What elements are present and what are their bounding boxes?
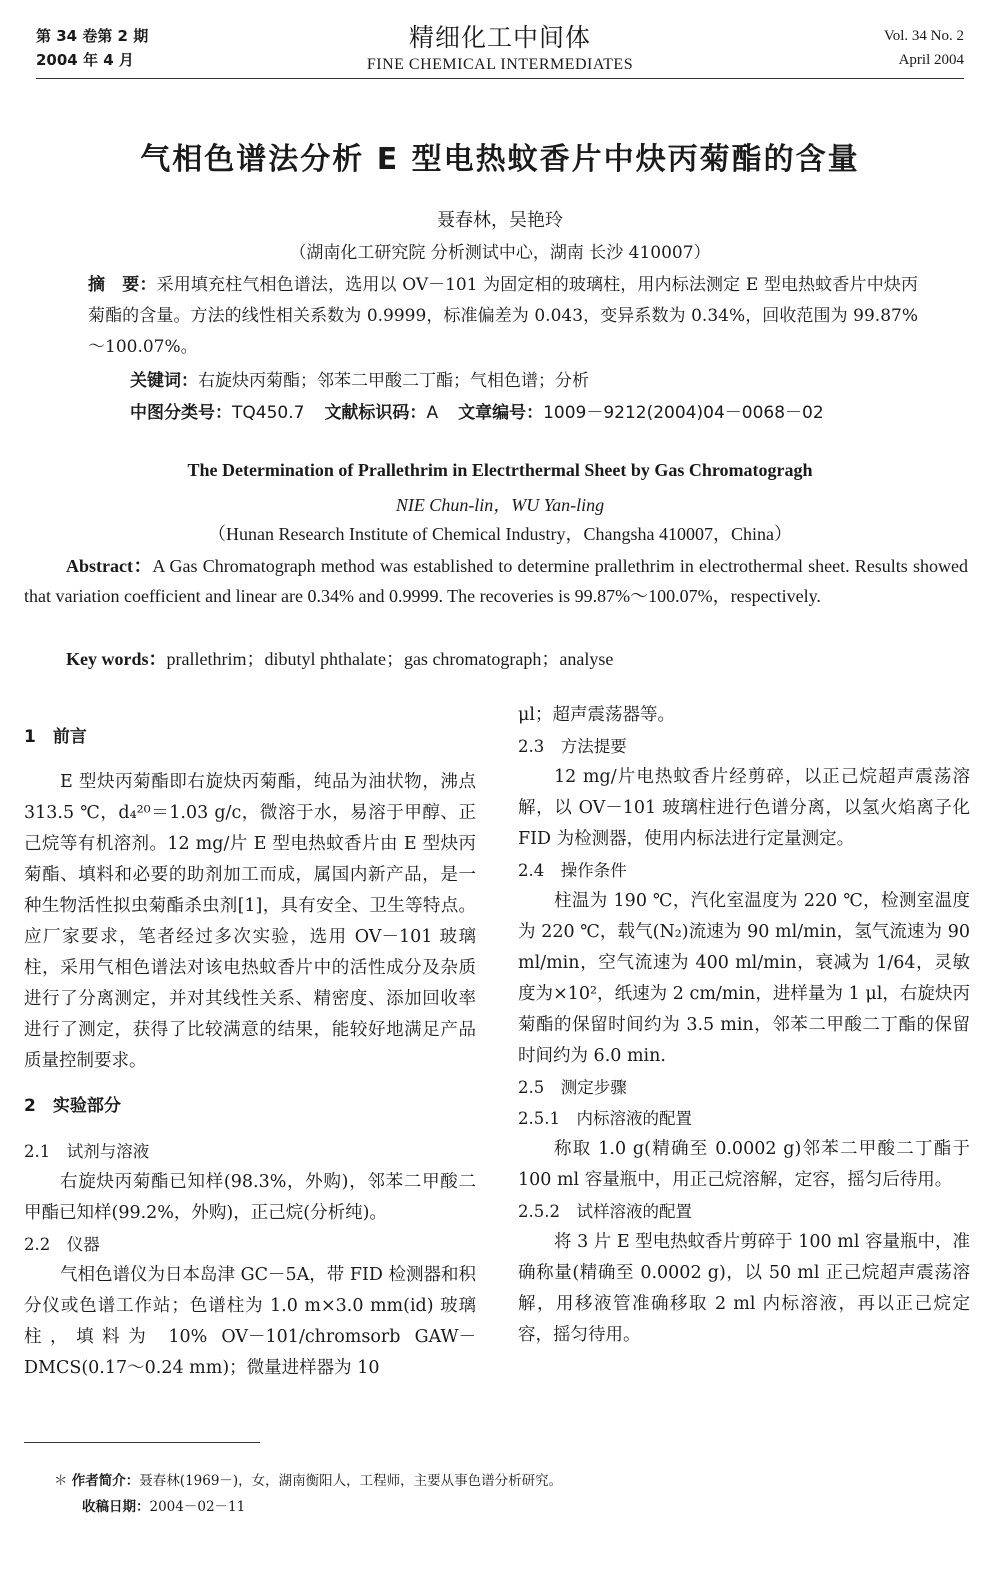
header-rule (36, 78, 964, 79)
journal-issue-en (884, 24, 964, 72)
section-2-5-2-heading: 2.5.2 试样溶液的配置 (518, 1202, 692, 1221)
keywords-cn (130, 366, 589, 391)
abstract-cn (88, 270, 918, 363)
section-2-5-1-heading: 2.5.1 内标溶液的配置 (518, 1109, 692, 1128)
journal-name-cn: 精细化工中间体 (408, 23, 591, 52)
article-number-value: 1009－9212(2004)04－0068－02 (543, 403, 824, 423)
keywords-en-label: Key words： (66, 649, 167, 669)
author-bio-text: 聂春林(1969－)，女，湖南衡阳人，工程师，主要从事色谱分析研究。 (139, 1473, 563, 1489)
abstract-cn-label: 摘 要： (88, 275, 157, 295)
section-2-5-heading: 2.5 测定步骤 (518, 1078, 627, 1097)
author-bio-label: 作者简介： (71, 1473, 140, 1489)
section-2-1-paragraph: 右旋炔丙菊酯已知样(98.3%，外购)，邻苯二甲酸二甲酯已知样(99.2%，外购)，正己烷(分析纯)。 (24, 1172, 476, 1223)
keywords-en-text: prallethrim；dibutyl phthalate；gas chromatograph；analyse (166, 649, 614, 669)
received-date-value: 2004－02－11 (149, 1499, 246, 1515)
clc-value: TQ450.7 (232, 403, 305, 423)
abstract-en-text: A Gas Chromatograph method was established to determine prallethrim in electrothermal sheet. Results showed that variation coefficient and linear are 0.34% and 0.9999. The recoveries is 99.87%～100.07%，respectively. (24, 556, 968, 606)
body-left-column (24, 716, 476, 1384)
keywords-cn-label: 关键词： (130, 371, 198, 391)
affiliation-cn: （湖南化工研究院 分析测试中心，湖南 长沙 410007） (289, 243, 711, 263)
received-date (54, 1494, 562, 1520)
section-2-3-heading: 2.3 方法提要 (518, 737, 627, 756)
section-2-2-heading: 2.2 仪器 (24, 1235, 100, 1254)
journal-name-en: FINE CHEMICAL INTERMEDIATES (366, 56, 634, 73)
section-2-3-paragraph: 12 mg/片电热蚊香片经剪碎，以正己烷超声震荡溶解，以 OV－101 玻璃柱进行色谱分离，以氢火焰离子化 FID 为检测器，使用内标法进行定量测定。 (518, 767, 970, 849)
paper-title-cn: 气相色谱法分析 E 型电热蚊香片中炔丙菊酯的含量 (140, 142, 860, 177)
section-2-heading: 2 实验部分 (24, 1096, 121, 1116)
issue-date: 2004 年 4 月 (36, 51, 134, 69)
keywords-cn-text: 右旋炔丙菊酯；邻苯二甲酸二丁酯；气相色谱；分析 (198, 371, 589, 391)
paper-title-en: The Determination of Prallethrim in Electrthermal Sheet by Gas Chromatogragh (187, 460, 813, 480)
section-1-paragraph: E 型炔丙菊酯即右旋炔丙菊酯，纯品为油状物，沸点 313.5 ℃，d₄²⁰＝1.03 g/c，微溶于水，易溶于甲醇、正己烷等有机溶剂。12 mg/片 E 型电热蚊香片由 E 型炔丙菊酯、填料和必要的助剂加工而成，属国内新产品，是一种生物活性拟虫菊酯杀虫剂[1]，具有安全、卫生等特点。应厂家要求，笔者经过多次实验，选用 OV－101 玻璃柱，采用气相色谱法对该电热蚊香片中的活性成分及杂质进行了分离测定，并对其线性关系、精密度、添加回收率进行了测定，获得了比较满意的结果，能较好地满足产品质量控制要求。 (24, 772, 476, 1071)
keywords-en (66, 645, 613, 671)
footnote-rule (24, 1442, 260, 1443)
classification-line (130, 398, 824, 423)
issue-volume-en: Vol. 34 No. 2 (883, 28, 964, 44)
received-date-label: 收稿日期： (82, 1499, 150, 1515)
section-2-5-1-paragraph: 称取 1.0 g(精确至 0.0002 g)邻苯二甲酸二丁酯于 100 ml 容量瓶中，用正己烷溶解，定容，摇匀后待用。 (518, 1139, 970, 1190)
doc-code-value: A (426, 403, 439, 423)
abstract-cn-text: 采用填充柱气相色谱法，选用以 OV－101 为固定相的玻璃柱，用内标法测定 E 型电热蚊香片中炔丙菊酯的含量。方法的线性相关系数为 0.9999，标准偏差为 0.043，变异系数为 0.34%，回收范围为 99.87%～100.07%。 (88, 275, 919, 357)
issue-volume: 第 34 卷第 2 期 (36, 27, 149, 45)
section-1-heading: 1 前言 (24, 727, 87, 747)
footnote-star: ＊ (54, 1473, 68, 1489)
section-2-4-heading: 2.4 操作条件 (518, 861, 627, 880)
article-number-label: 文章编号： (458, 403, 544, 423)
authors-cn: 聂春林，吴艳玲 (437, 210, 563, 231)
section-2-4-paragraph: 柱温为 190 ℃，汽化室温度为 220 ℃，检测室温度为 220 ℃，载气(N₂)流速为 90 ml/min，氢气流速为 90 ml/min，空气流速为 400 ml/min，衰减为 1/64，灵敏度为×10²，纸速为 2 cm/min，进样量为 1 μl，右旋炔丙菊酯的保留时间约为 3.5 min，邻苯二甲酸二丁酯的保留时间约为 6.0 min. (518, 891, 970, 1066)
body-right-column (518, 700, 970, 1351)
clc-label: 中图分类号： (130, 403, 232, 423)
instrument-continued: μl；超声震荡器等。 (518, 705, 675, 725)
footnote (54, 1468, 562, 1520)
abstract-en (24, 551, 968, 611)
section-2-1-heading: 2.1 试剂与溶液 (24, 1142, 150, 1161)
section-2-2-paragraph: 气相色谱仪为日本岛津 GC－5A，带 FID 检测器和积分仪或色谱工作站；色谱柱为 1.0 m×3.0 mm(id) 玻璃柱，填料为 10% OV－101/chromsorb GAW－DMCS(0.17～0.24 mm)；微量进样器为 10 (24, 1265, 476, 1378)
affiliation-en: （Hunan Research Institute of Chemical Industry，Changsha 410007，China） (208, 524, 792, 544)
issue-date-en: April 2004 (898, 52, 964, 68)
authors-en: NIE Chun-lin，WU Yan-ling (395, 495, 605, 515)
abstract-en-label: Abstract： (66, 556, 153, 576)
author-bio (54, 1468, 562, 1494)
doc-code-label: 文献标识码： (324, 403, 427, 423)
section-2-5-2-paragraph: 将 3 片 E 型电热蚊香片剪碎于 100 ml 容量瓶中，准确称量(精确至 0.0002 g)，以 50 ml 正己烷超声震荡溶解，用移液管准确移取 2 ml 内标溶液，再以正己烷定容，摇匀待用。 (518, 1232, 970, 1345)
journal-name (0, 18, 1000, 74)
